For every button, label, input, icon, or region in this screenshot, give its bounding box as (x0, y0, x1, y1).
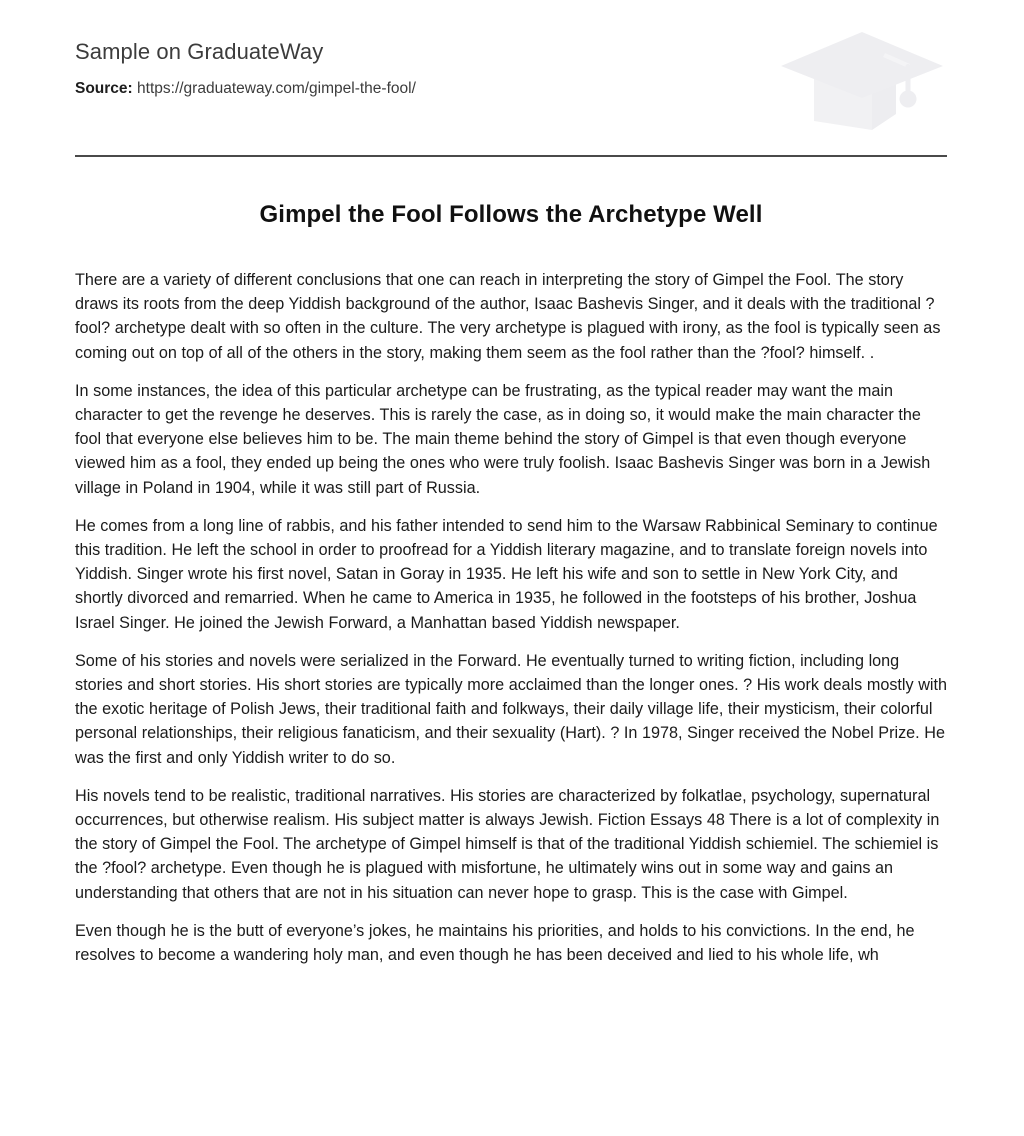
brand-title: Sample on GraduateWay (75, 39, 324, 64)
body-paragraph: In some instances, the idea of this particular archetype can be frustrating, as the typical reader may want the main character to get the revenge he deserves. This is rarely the case, as in doing so, it would make the main character the fool that everyone else believes him to be. The main theme behind the story of Gimpel is that even though everyone viewed him as a fool, they ended up being the ones who were truly foolish. Isaac Bashevis Singer was born in a Jewish village in Poland in 1904, while it was still part of Russia. (75, 381, 931, 497)
source-url[interactable]: https://graduateway.com/gimpel-the-fool/ (137, 80, 416, 97)
graduation-cap-icon (777, 26, 947, 138)
body-paragraph: His novels tend to be realistic, traditional narratives. His stories are characterized by folkatlae, psychology, supernatural occurrences, but otherwise realism. His subject matter is always Jewish. Fiction Essays 48 There is a lot of complexity in the story of Gimpel the Fool. The archetype of Gimpel himself is that of the traditional Yiddish schiemiel. The schiemiel is the ?fool? archetype. Even though he is plagued with misfortune, he ultimately wins out in some way and gains an understanding that others that are not in his situation can never hope to grasp. This is the case with Gimpel. (75, 786, 940, 902)
body-paragraph: There are a variety of different conclusions that one can reach in interpreting the story of Gimpel the Fool. The story draws its roots from the deep Yiddish background of the author, Isaac Bashevis Singer, and it deals with the traditional ?fool? archetype dealt with so often in the culture. The very archetype is plagued with irony, as the fool is typically seen as coming out on top of all of the others in the story, making them seem as the fool rather than the ?fool? himself. . (75, 271, 941, 362)
source-label: Source: (75, 80, 133, 97)
body-paragraph: Even though he is the butt of everyone’s jokes, he maintains his priorities, and holds to his convictions. In the end, he resolves to become a wandering holy man, and even though he has been deceived and lied to his whole life, wh (75, 921, 915, 965)
header-divider (75, 155, 947, 157)
page-title: Gimpel the Fool Follows the Archetype Well (259, 201, 763, 228)
body-paragraph: He comes from a long line of rabbis, and his father intended to send him to the Warsaw Rabbinical Seminary to continue this tradition. He left the school in order to proofread for a Yiddish literary magazine, and to translate foreign novels into Yiddish. Singer wrote his first novel, Satan in Goray in 1935. He left his wife and son to settle in New York City, and shortly divorced and remarried. When he came to America in 1935, he followed in the footsteps of his brother, Joshua Israel Singer. He joined the Jewish Forward, a Manhattan based Yiddish newspaper. (75, 516, 938, 632)
body-paragraph: Some of his stories and novels were serialized in the Forward. He eventually turned to writing fiction, including long stories and short stories. His short stories are typically more acclaimed than the longer ones. ? His work deals mostly with the exotic heritage of Polish Jews, their traditional faith and folkways, their daily village life, their mysticism, their colorful personal relationships, their religious fanaticism, and their sexuality (Hart). ? In 1978, Singer received the Nobel Prize. He was the first and only Yiddish writer to do so. (75, 651, 947, 767)
document-body (75, 268, 947, 967)
